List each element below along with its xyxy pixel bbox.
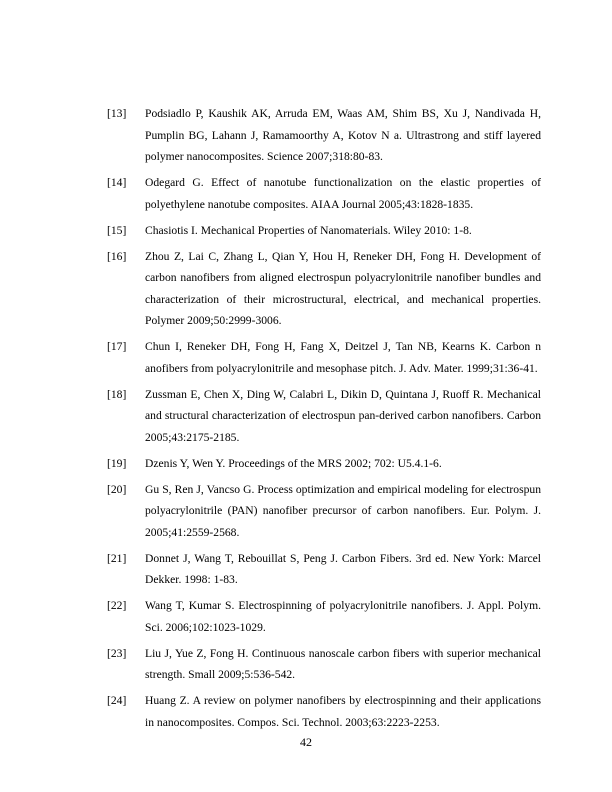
reference-number: [13]: [107, 107, 127, 120]
reference-number: [22]: [107, 599, 127, 612]
reference-item-13: [107, 103, 541, 168]
reference-item-22: [107, 595, 541, 638]
reference-item-21: [107, 548, 541, 591]
reference-text: Chun I, Reneker DH, Fong H, Fang X, Deitzel J, Tan NB, Kearns K. Carbon n anofibers from polyacrylonitrile and mesophase pitch. J. Adv. Mater. 1999;31:36-41.: [145, 340, 541, 375]
reference-item-23: [107, 643, 541, 686]
reference-number: [14]: [107, 176, 127, 189]
reference-number: [20]: [107, 482, 127, 496]
page-number: 42: [300, 735, 312, 749]
reference-number: [21]: [107, 551, 127, 565]
reference-item-17: [107, 336, 541, 379]
reference-number: [23]: [107, 646, 127, 660]
reference-item-16: [107, 246, 541, 332]
reference-number: [17]: [107, 340, 127, 353]
reference-number: [16]: [107, 249, 127, 263]
reference-item-19: [107, 453, 541, 475]
reference-number: [15]: [107, 223, 127, 237]
reference-text: Gu S, Ren J, Vancso G. Process optimization and empirical modeling for electrospun polyacrylonitrile (PAN) nanofiber precursor of carbon nanofibers. Eur. Polym. J. 2005;41:2559-2568.: [145, 482, 541, 539]
reference-text: Chasiotis I. Mechanical Properties of Nanomaterials. Wiley 2010: 1-8.: [145, 223, 472, 237]
reference-item-24: [107, 690, 541, 733]
reference-text: Wang T, Kumar S. Electrospinning of polyacrylonitrile nanofibers. J. Appl. Polym. Sci. 2006;102:1023-1029.: [145, 599, 541, 634]
reference-text: Liu J, Yue Z, Fong H. Continuous nanoscale carbon fibers with superior mechanical strength. Small 2009;5:536-542.: [145, 646, 541, 681]
reference-item-15: [107, 220, 541, 242]
reference-text: Zussman E, Chen X, Ding W, Calabri L, Dikin D, Quintana J, Ruoff R. Mechanical and structural characterization of electrospun pan-derived carbon nanofibers. Carbon 2005;43:2175-2185.: [145, 387, 541, 444]
reference-item-14: [107, 172, 541, 215]
reference-item-20: [107, 479, 541, 544]
reference-text: Dzenis Y, Wen Y. Proceedings of the MRS 2002; 702: U5.4.1-6.: [145, 456, 442, 470]
reference-list: [107, 103, 541, 738]
reference-text: Donnet J, Wang T, Rebouillat S, Peng J. Carbon Fibers. 3rd ed. New York: Marcel Dekker. 1998: 1-83.: [145, 551, 541, 586]
reference-text: Huang Z. A review on polymer nanofibers by electrospinning and their applications in nanocomposites. Compos. Sci. Technol. 2003;63:2223-2253.: [145, 694, 541, 729]
reference-number: [19]: [107, 456, 127, 470]
reference-number: [24]: [107, 694, 127, 707]
reference-text: Odegard G. Effect of nanotube functionalization on the elastic properties of polyethylene nanotube composites. AIAA Journal 2005;43:1828-1835.: [145, 176, 541, 211]
reference-text: Zhou Z, Lai C, Zhang L, Qian Y, Hou H, Reneker DH, Fong H. Development of carbon nanofibers from aligned electrospun polyacrylonitrile nanofiber bundles and characterization of their microstructural, electrical, and mechanical properties. Polymer 2009;50:2999-3006.: [145, 249, 541, 327]
reference-number: [18]: [107, 387, 127, 401]
reference-item-18: [107, 384, 541, 449]
reference-text: Podsiadlo P, Kaushik AK, Arruda EM, Waas AM, Shim BS, Xu J, Nandivada H, Pumplin BG, Lahann J, Ramamoorthy A, Kotov N a. Ultrastrong and stiff layered polymer nanocomposites. Science 2007;318:80-83.: [145, 107, 541, 163]
